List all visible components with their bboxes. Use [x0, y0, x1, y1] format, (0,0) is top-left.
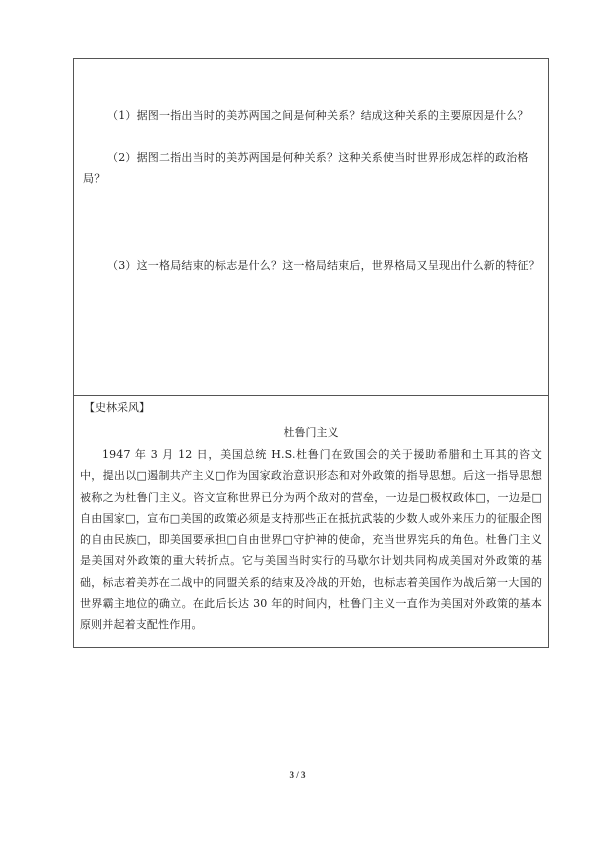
article-title: 杜鲁门主义: [283, 426, 339, 439]
page-number: 3 / 3: [289, 770, 306, 780]
article-body: 1947 年 3 月 12 日，美国总统 H.S.杜鲁门在致国会的关于援助希腊和土耳其的咨文中，提出以□遏制共产主义□作为国家政治意识形态和对外政策的指导思想。后这一指导思想被称之为杜鲁门主义。咨文宣称世界已分为两个敌对的营垒，一边是□极权政体□，一边是□自由国家□，宣布□美国的政策必须是支持那些正在抵抗武装的少数人或外来压力的征服企图的自由民族□，即美国要承担□自由世界□守护神的使命，充当世界宪兵的角色。杜鲁门主义是美国对外政策的重大转折点。它与美国当时实行的马歇尔计划共同构成美国对外政策的基础，标志着美苏在二战中的同盟关系的结束及冷战的开始，也标志着美国作为战后第一大国的世界霸主地位的确立。在此后长达 30 年的时间内，杜鲁门主义一直作为美国对外政策的基本原则并起着支配性作用。: [80, 448, 542, 632]
worksheet-table: [73, 58, 549, 648]
question-2: （2）据图二指出当时的美苏两国是何种关系？这种关系使当时世界形成怎样的政治格局？: [83, 151, 529, 185]
section-label: 【史林采风】: [84, 401, 150, 414]
reading-cell: [74, 396, 548, 647]
question-1: （1）据图一指出当时的美苏两国之间是何种关系？结成这种关系的主要原因是什么？: [107, 109, 529, 122]
question-3: （3）这一格局结束的标志是什么？这一格局结束后，世界格局又呈现出什么新的特征？: [107, 259, 540, 272]
questions-cell: [74, 59, 548, 396]
